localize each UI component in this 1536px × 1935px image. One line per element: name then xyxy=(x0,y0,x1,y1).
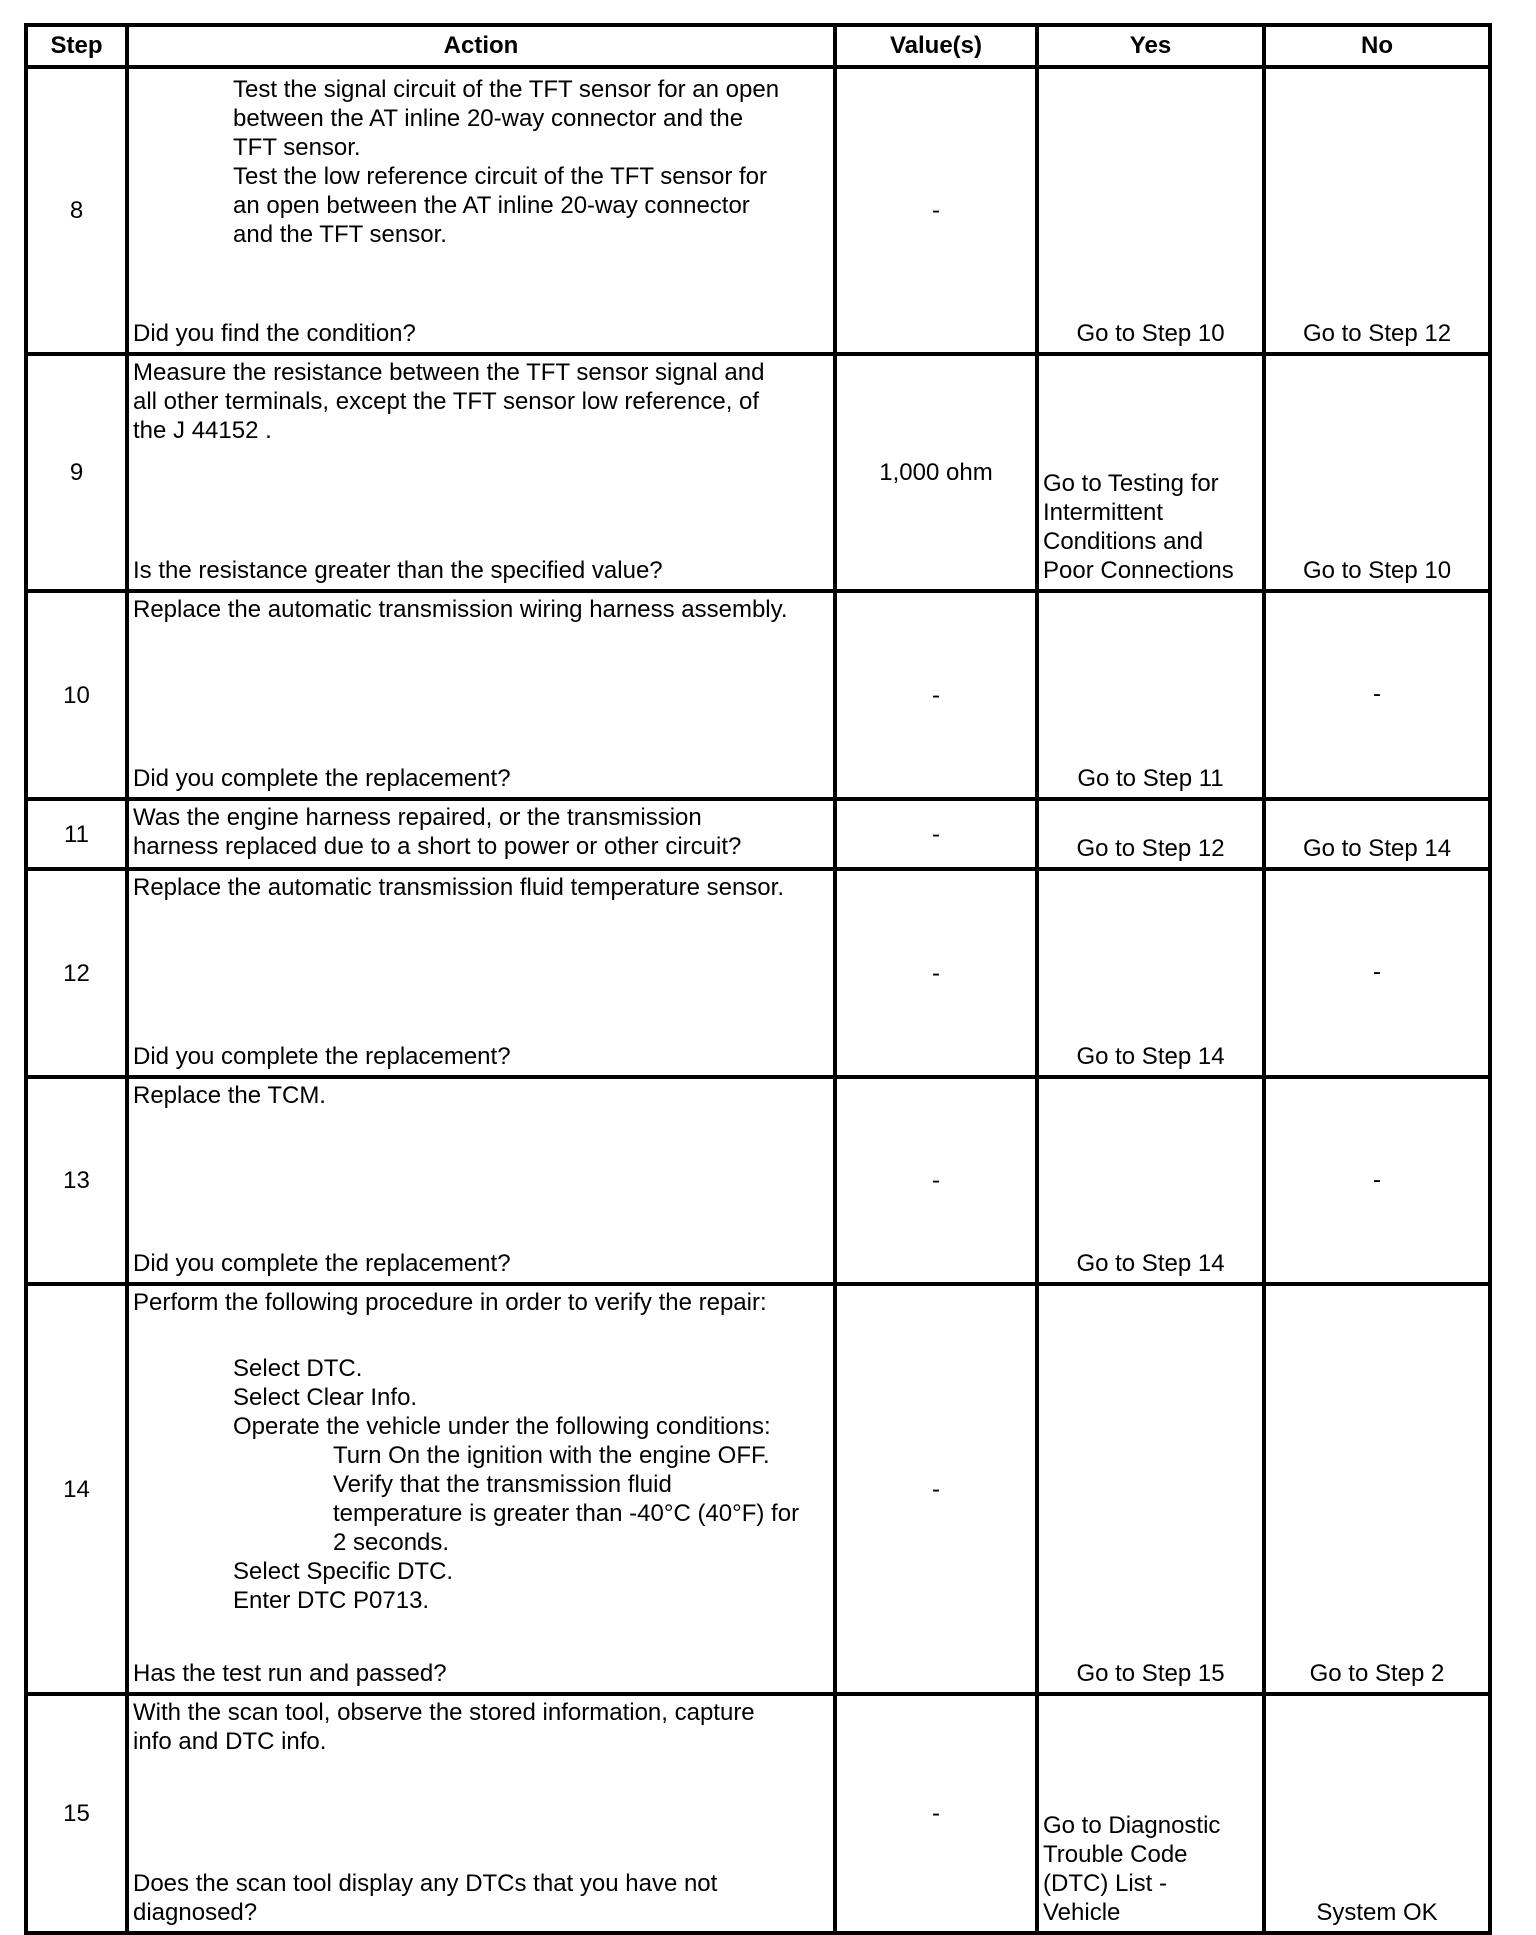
yes-line: Intermittent xyxy=(1043,499,1164,526)
procedure-step: Select DTC. xyxy=(233,1355,363,1382)
no-cell xyxy=(1264,1284,1490,1694)
action-cell xyxy=(127,67,835,354)
action-line: With the scan tool, observe the stored information, capture xyxy=(133,1699,755,1726)
table-row xyxy=(26,591,1490,799)
action-cell xyxy=(127,1077,835,1284)
step-number: 15 xyxy=(26,1694,127,1933)
action-line: Measure the resistance between the TFT sensor signal and xyxy=(133,359,765,386)
action-line: harness replaced due to a short to power or other circuit? xyxy=(133,833,742,860)
yes-line: Vehicle xyxy=(1043,1899,1121,1926)
yes-link: Go to Step 10 xyxy=(1076,320,1225,347)
value-cell: - xyxy=(835,67,1037,354)
action-cell xyxy=(127,591,835,799)
action-question: Does the scan tool display any DTCs that you have not xyxy=(133,1870,718,1897)
procedure-step: Select Specific DTC. xyxy=(233,1558,454,1585)
action-line: all other terminals, except the TFT sensor low reference, of xyxy=(133,388,760,415)
yes-cell xyxy=(1037,591,1264,799)
action-line: TFT sensor. xyxy=(233,134,361,161)
value-cell: - xyxy=(835,869,1037,1077)
yes-cell xyxy=(1037,354,1264,591)
action-cell xyxy=(127,869,835,1077)
action-cell xyxy=(127,1284,835,1694)
action-question: Has the test run and passed? xyxy=(133,1660,447,1687)
no-cell xyxy=(1264,1694,1490,1933)
action-line: Test the low reference circuit of the TFT sensor for xyxy=(233,163,767,190)
step-number: 12 xyxy=(26,869,127,1077)
yes-cell xyxy=(1037,869,1264,1077)
action-cell xyxy=(127,354,835,591)
procedure-step: Enter DTC P0713. xyxy=(233,1587,430,1614)
no-link: - xyxy=(1373,1166,1381,1193)
yes-link: Go to Step 14 xyxy=(1076,1250,1225,1277)
no-link: Go to Step 10 xyxy=(1302,557,1452,584)
action-line: an open between the AT inline 20-way connector xyxy=(233,192,750,219)
diagnostic-table xyxy=(24,23,1492,1935)
table-row xyxy=(26,1077,1490,1284)
yes-link: Go to Step 15 xyxy=(1076,1660,1225,1687)
step-number: 14 xyxy=(26,1284,127,1694)
no-link: Go to Step 14 xyxy=(1302,835,1452,862)
value-cell: 1,000 ohm xyxy=(835,354,1037,591)
header-no: No xyxy=(1264,25,1490,67)
procedure-substep: Verify that the transmission fluid xyxy=(333,1471,672,1498)
step-number: 9 xyxy=(26,354,127,591)
yes-line: Go to Testing for xyxy=(1043,470,1219,497)
action-question: Did you complete the replacement? xyxy=(133,1043,511,1070)
yes-line: Go to Diagnostic xyxy=(1043,1812,1221,1839)
procedure-substep: 2 seconds. xyxy=(333,1529,450,1556)
action-question: diagnosed? xyxy=(133,1899,258,1926)
header-action: Action xyxy=(127,25,835,67)
yes-link: Go to Step 12 xyxy=(1076,835,1225,862)
yes-line: Conditions and xyxy=(1043,528,1204,555)
no-link: - xyxy=(1373,958,1381,986)
yes-line: Trouble Code xyxy=(1043,1841,1188,1868)
action-line: Test the signal circuit of the TFT sensor for an open xyxy=(233,76,780,103)
no-cell xyxy=(1264,354,1490,591)
yes-cell xyxy=(1037,1284,1264,1694)
table-row xyxy=(26,1284,1490,1694)
procedure-step: Operate the vehicle under the following conditions: xyxy=(233,1413,771,1440)
step-number: 13 xyxy=(26,1077,127,1284)
no-cell xyxy=(1264,1077,1490,1284)
step-number: 11 xyxy=(26,799,127,869)
yes-link: Go to Step 11 xyxy=(1077,765,1224,792)
step-number: 10 xyxy=(26,591,127,799)
table-row xyxy=(26,67,1490,354)
header-row xyxy=(26,25,1490,67)
header-values: Value(s) xyxy=(835,25,1037,67)
no-cell xyxy=(1264,799,1490,869)
action-cell xyxy=(127,799,835,869)
yes-line: (DTC) List - xyxy=(1043,1870,1167,1897)
action-line: Replace the automatic transmission fluid temperature sensor. xyxy=(133,874,784,901)
table-row xyxy=(26,799,1490,869)
action-question: Did you find the condition? xyxy=(133,320,416,347)
action-line: between the AT inline 20-way connector and the xyxy=(233,105,744,132)
no-cell xyxy=(1264,591,1490,799)
no-cell xyxy=(1264,869,1490,1077)
action-line: Replace the TCM. xyxy=(133,1082,326,1109)
yes-line: Poor Connections xyxy=(1043,557,1234,584)
yes-cell xyxy=(1037,67,1264,354)
value-cell: - xyxy=(835,1694,1037,1933)
no-link: Go to Step 2 xyxy=(1309,1660,1445,1687)
action-line: and the TFT sensor. xyxy=(233,221,447,248)
yes-cell xyxy=(1037,1077,1264,1284)
yes-link: Go to Step 14 xyxy=(1076,1043,1225,1070)
header-yes: Yes xyxy=(1037,25,1264,67)
yes-cell xyxy=(1037,799,1264,869)
action-intro: Perform the following procedure in order to verify the repair: xyxy=(133,1289,767,1316)
table-row xyxy=(26,354,1490,591)
action-line: Replace the automatic transmission wiring harness assembly. xyxy=(133,596,788,623)
procedure-step: Select Clear Info. xyxy=(233,1384,418,1411)
header-step: Step xyxy=(26,25,127,67)
no-link: - xyxy=(1373,680,1381,708)
step-number: 8 xyxy=(26,67,127,354)
no-link: System OK xyxy=(1316,1899,1438,1926)
action-line: info and DTC info. xyxy=(133,1728,327,1755)
no-link: Go to Step 12 xyxy=(1302,320,1452,347)
no-cell xyxy=(1264,67,1490,354)
action-question: Did you complete the replacement? xyxy=(133,765,511,792)
procedure-substep: temperature is greater than -40°C (40°F) for xyxy=(333,1500,800,1527)
value-cell: - xyxy=(835,799,1037,869)
value-cell: - xyxy=(835,591,1037,799)
yes-cell xyxy=(1037,1694,1264,1933)
action-line: Was the engine harness repaired, or the transmission xyxy=(133,804,702,831)
action-line: the J 44152 . xyxy=(133,417,272,444)
value-cell: - xyxy=(835,1284,1037,1694)
table-row xyxy=(26,869,1490,1077)
value-cell: - xyxy=(835,1077,1037,1284)
procedure-substep: Turn On the ignition with the engine OFF. xyxy=(333,1442,770,1469)
table-row xyxy=(26,1694,1490,1933)
action-cell xyxy=(127,1694,835,1933)
action-question: Is the resistance greater than the specified value? xyxy=(133,557,663,584)
action-question: Did you complete the replacement? xyxy=(133,1250,511,1277)
